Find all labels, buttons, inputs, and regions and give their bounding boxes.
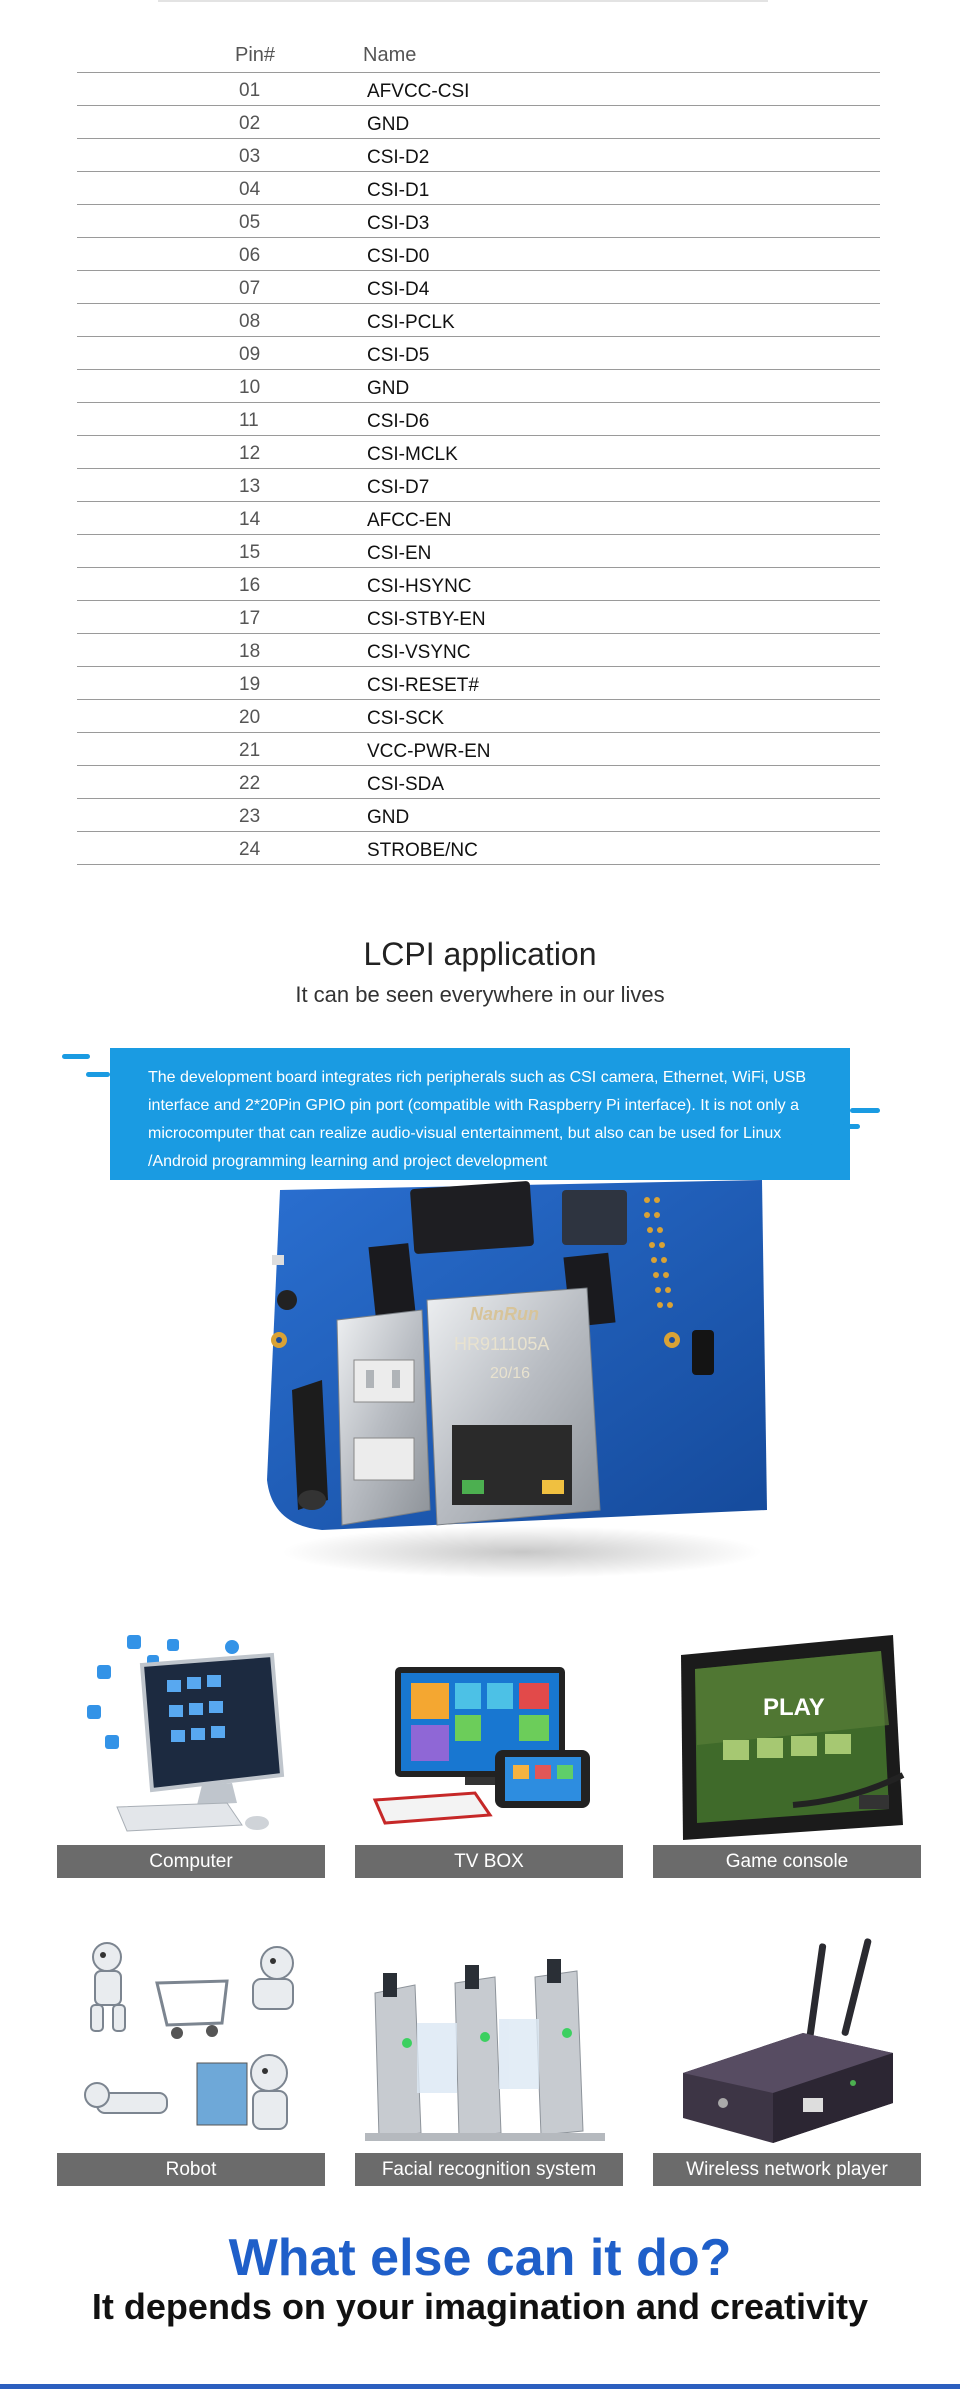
pin-name: CSI-D1 <box>367 180 430 201</box>
pin-name: CSI-D6 <box>367 411 430 432</box>
table-row <box>77 370 880 403</box>
pin-column-header: Pin# <box>235 44 276 66</box>
table-row <box>77 106 880 139</box>
pin-name: CSI-HSYNC <box>367 576 472 597</box>
banner-text: The development board integrates rich peripherals such as CSI camera, Ethernet, WiFi, USB interface and 2*20Pin GPIO pin port (compatible with Raspberry Pi interface). It is not only a microcomputer that can realize audio-visual entertainment, but also can be used for Linux /Android programming learning and project development <box>148 1069 807 1170</box>
pin-name: GND <box>367 114 410 135</box>
section-title: LCPI application <box>363 936 597 972</box>
pin-number: 18 <box>239 641 261 662</box>
table-row <box>77 304 880 337</box>
pin-name: AFCC-EN <box>367 510 452 531</box>
pin-number: 07 <box>239 278 261 299</box>
game-console-icon <box>653 1625 921 1845</box>
robot-icon <box>57 1933 325 2153</box>
board-image <box>262 1180 782 1580</box>
table-row <box>77 799 880 832</box>
board-illustration <box>262 1180 782 1580</box>
decorative-dash <box>832 1124 860 1129</box>
pin-number: 05 <box>239 212 261 233</box>
pin-name: CSI-PCLK <box>367 312 455 333</box>
table-row <box>77 271 880 304</box>
use-case-label: Computer <box>57 1845 325 1878</box>
pin-name: CSI-D5 <box>367 345 430 366</box>
use-case-label: Wireless network player <box>653 2153 921 2186</box>
use-case-computer <box>57 1625 325 1878</box>
decorative-dash <box>62 1054 90 1059</box>
pin-name: CSI-VSYNC <box>367 642 471 663</box>
computer-icon <box>57 1625 325 1845</box>
use-case-facial-recognition <box>355 1933 623 2186</box>
pin-number: 02 <box>239 113 261 134</box>
bottom-bar <box>0 2384 960 2389</box>
pin-number: 06 <box>239 245 261 266</box>
use-case-label: TV BOX <box>355 1845 623 1878</box>
use-case-label: Facial recognition system <box>355 2153 623 2186</box>
pin-number: 17 <box>239 608 261 629</box>
pin-number: 14 <box>239 509 261 530</box>
pin-name: CSI-D7 <box>367 477 430 498</box>
table-row <box>77 700 880 733</box>
pin-number: 10 <box>239 377 261 398</box>
table-row <box>77 766 880 799</box>
table-row <box>77 238 880 271</box>
pin-number: 12 <box>239 443 261 464</box>
jack-model-text: HR911105A <box>454 1334 550 1354</box>
table-row <box>77 172 880 205</box>
pin-table <box>77 30 880 865</box>
section-subtitle: It can be seen everywhere in our lives <box>295 982 665 1007</box>
pin-name: CSI-D4 <box>367 279 430 300</box>
use-case-label: Game console <box>653 1845 921 1878</box>
table-row <box>77 535 880 568</box>
network-player-icon <box>653 1933 921 2153</box>
decorative-dash <box>86 1072 110 1077</box>
pin-number: 03 <box>239 146 261 167</box>
table-row <box>77 469 880 502</box>
table-row <box>77 205 880 238</box>
pin-number: 13 <box>239 476 261 497</box>
pin-number: 19 <box>239 674 261 695</box>
pin-number: 20 <box>239 707 261 728</box>
table-row <box>77 634 880 667</box>
pin-name: CSI-D0 <box>367 246 430 267</box>
jack-date-text: 20/16 <box>490 1365 531 1382</box>
pin-number: 22 <box>239 773 261 794</box>
table-row <box>77 73 880 106</box>
pin-number: 04 <box>239 179 261 200</box>
table-row <box>77 832 880 865</box>
pin-number: 08 <box>239 311 261 332</box>
pin-name: CSI-D2 <box>367 147 430 168</box>
pin-name: GND <box>367 378 410 399</box>
pin-name: CSI-EN <box>367 543 432 564</box>
pin-number: 23 <box>239 806 261 827</box>
jack-brand-text: NanRun <box>470 1304 539 1324</box>
table-row <box>77 568 880 601</box>
pin-number: 09 <box>239 344 261 365</box>
pin-name: CSI-RESET# <box>367 675 479 696</box>
table-row <box>77 667 880 700</box>
use-case-game-console <box>653 1625 921 1878</box>
pin-name: CSI-D3 <box>367 213 430 234</box>
top-divider <box>158 0 768 2</box>
use-case-label: Robot <box>57 2153 325 2186</box>
table-row <box>77 139 880 172</box>
use-case-network-player <box>653 1933 921 2186</box>
pin-name: GND <box>367 807 410 828</box>
closing-answer: It depends on your imagination and creativity <box>91 2286 869 2327</box>
pin-number: 01 <box>239 80 261 101</box>
decorative-dash <box>810 1144 840 1149</box>
pin-name: CSI-SDA <box>367 774 445 795</box>
pin-name: CSI-MCLK <box>367 444 458 465</box>
pin-number: 21 <box>239 740 261 761</box>
table-row <box>77 733 880 766</box>
pin-name: STROBE/NC <box>367 840 478 861</box>
table-row <box>77 403 880 436</box>
pin-name: CSI-STBY-EN <box>367 609 486 630</box>
closing-question: What else can it do? <box>228 2229 732 2287</box>
play-text: PLAY <box>763 1694 825 1721</box>
table-row <box>77 436 880 469</box>
pin-name: CSI-SCK <box>367 708 445 729</box>
pin-number: 11 <box>239 410 259 431</box>
description-banner <box>110 1048 850 1180</box>
pin-number: 15 <box>239 542 261 563</box>
decorative-dash <box>850 1108 880 1113</box>
facial-gate-icon <box>355 1933 623 2153</box>
table-row <box>77 337 880 370</box>
pin-name: AFVCC-CSI <box>367 81 470 102</box>
use-case-tv-box <box>355 1625 623 1878</box>
table-row <box>77 502 880 535</box>
pin-number: 16 <box>239 575 261 596</box>
pin-number: 24 <box>239 839 261 860</box>
tv-box-icon <box>355 1625 623 1845</box>
pin-table-header <box>77 30 880 73</box>
table-row <box>77 601 880 634</box>
name-column-header: Name <box>363 44 417 66</box>
use-case-robot <box>57 1933 325 2186</box>
pin-name: VCC-PWR-EN <box>367 741 491 762</box>
